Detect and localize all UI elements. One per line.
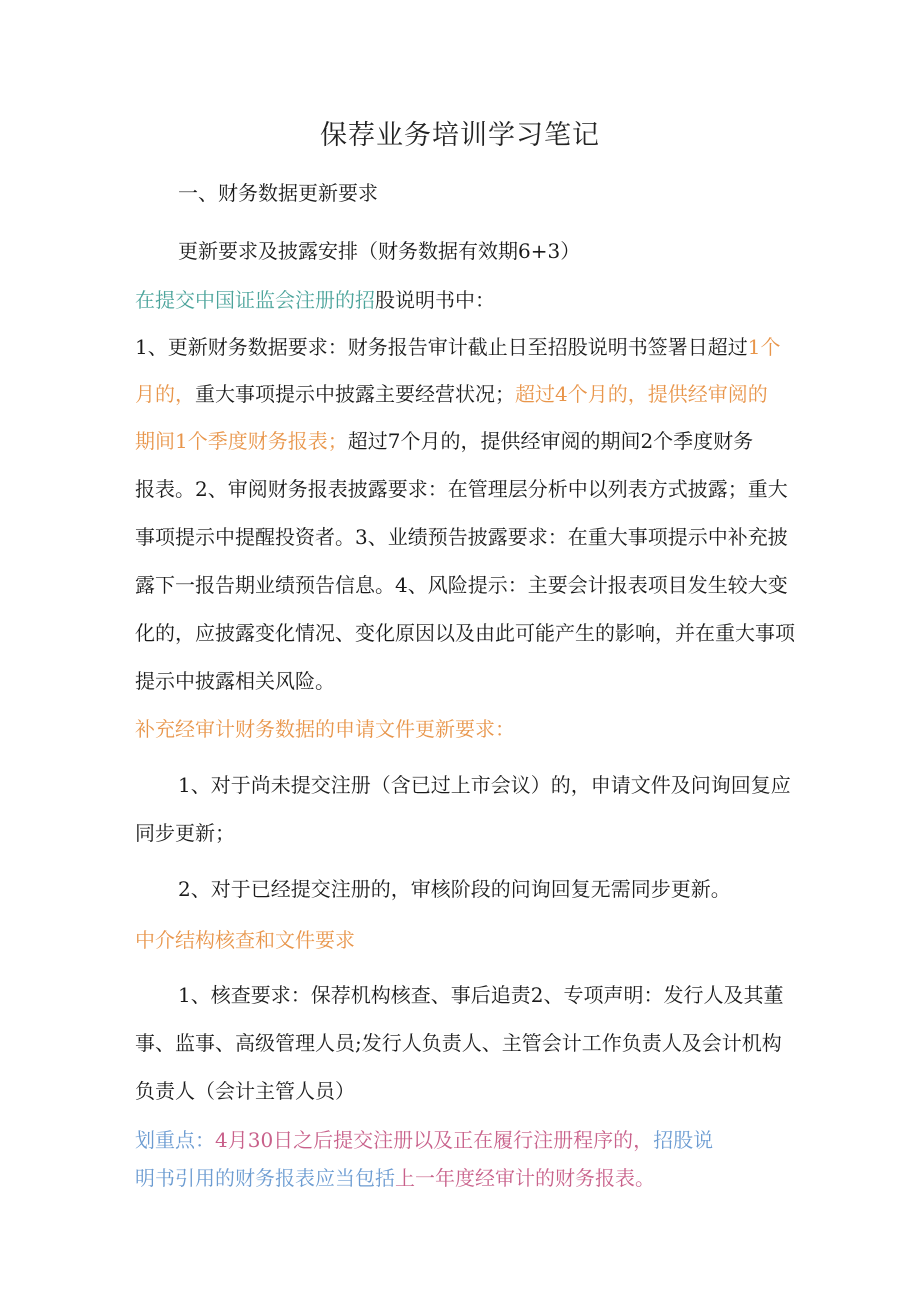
section-heading-application-docs: 补充经审计财务数据的申请文件更新要求： <box>135 717 515 741</box>
subtitle-disclosure: 更新要求及披露安排（财务数据有效期6+3） <box>178 239 581 263</box>
section3-line2: 事、监事、高级管理人员;发行人负责人、主管会计工作负责人及会计机构 <box>135 1031 782 1055</box>
paragraph1-line3 <box>135 426 753 456</box>
highlight-label: 划重点： <box>135 1128 215 1152</box>
paragraph1-line7: 化的，应披露变化情况、变化原因以及由此可能产生的影响，并在重大事项 <box>135 621 795 645</box>
p1-text: 超过7个月的，提供经审阅的期间2个季度财务 <box>347 429 754 453</box>
p1-highlight: 期间1个季度财务报表； <box>135 429 348 453</box>
p1-highlight: 超过4个月的，提供经审阅的 <box>515 382 768 406</box>
intro-rest: 股说明书中： <box>375 288 495 312</box>
paragraph1-line5: 事项提示中提醒投资者。3、业绩预告披露要求：在重大事项提示中补充披 <box>135 525 788 549</box>
paragraph1-line8: 提示中披露相关风险。 <box>135 669 335 693</box>
section3-line3: 负责人（会计主管人员） <box>135 1079 355 1103</box>
intro-highlight: 在提交中国证监会注册的招 <box>135 288 375 312</box>
p1-text: 1、更新财务数据要求：财务报告审计截止日至招股说明书签署日超过 <box>135 335 748 359</box>
p1-highlight: 月的， <box>135 382 195 406</box>
section-heading-financial-data: 一、财务数据更新要求 <box>178 181 378 205</box>
highlight-text: 明书引用的财务报表应当包括 <box>135 1166 395 1190</box>
section2-line1: 1、对于尚未提交注册（含已过上市会议）的，申请文件及问询回复应 <box>178 773 791 797</box>
highlight-text: 4月30日之后提交注册以及正在履行注册程序的， <box>215 1128 654 1152</box>
section3-line1: 1、核查要求：保荐机构核查、事后追责2、专项声明：发行人及其董 <box>178 983 784 1007</box>
p1-highlight: 1个 <box>747 335 781 359</box>
highlight-line1 <box>135 1125 713 1155</box>
paragraph1-line1 <box>135 332 780 362</box>
paragraph1-line6: 露下一报告期业绩预告信息。4、风险提示：主要会计报表项目发生较大变 <box>135 573 788 597</box>
highlight-line2 <box>135 1163 655 1193</box>
paragraph1-line2 <box>135 379 768 409</box>
highlight-text: 上一年度经审计的财务报表。 <box>395 1166 655 1190</box>
paragraph1-line4: 报表。2、审阅财务报表披露要求：在管理层分析中以列表方式披露；重大 <box>135 477 788 501</box>
section-heading-intermediary: 中介结构核查和文件要求 <box>135 928 355 952</box>
section2-line2: 同步更新； <box>135 821 235 845</box>
highlight-text: 招股说 <box>653 1128 714 1152</box>
section2-line3: 2、对于已经提交注册的，审核阶段的问询回复无需同步更新。 <box>178 877 731 901</box>
page-title: 保荐业务培训学习笔记 <box>320 120 600 151</box>
intro-line <box>135 285 495 315</box>
p1-text: 重大事项提示中披露主要经营状况； <box>195 382 515 406</box>
